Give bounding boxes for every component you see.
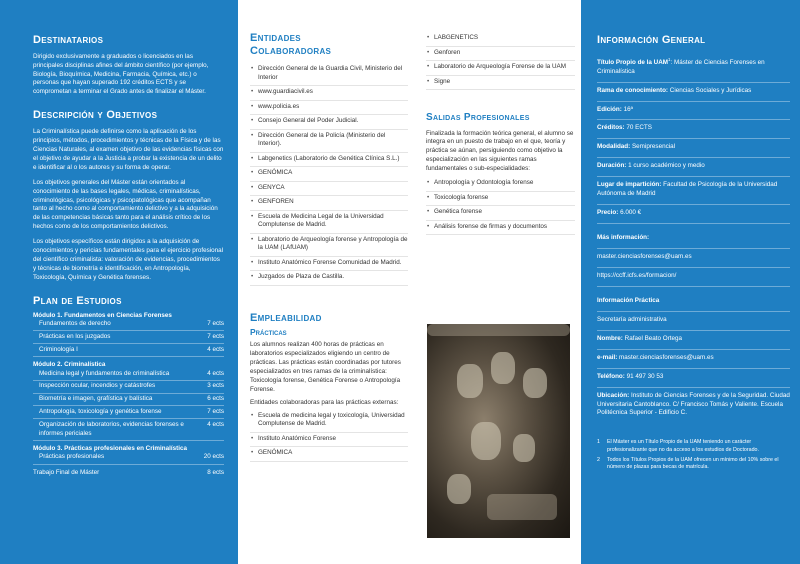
info-label: Teléfono: bbox=[597, 372, 625, 380]
subject-label: Prácticas profesionales bbox=[39, 453, 105, 461]
info-value: 6.000 € bbox=[618, 209, 642, 217]
empleabilidad-heading: Empleabilidad bbox=[250, 311, 322, 324]
list-item: • GENÓMICA bbox=[250, 447, 408, 462]
list-item: • Juzgados de Plaza de Castilla. bbox=[250, 271, 408, 286]
info-ubicacion bbox=[597, 388, 790, 424]
salidas-list bbox=[426, 177, 575, 235]
plan-row bbox=[33, 419, 224, 441]
info-label: Rama de conocimiento: bbox=[597, 86, 669, 94]
list-item: • Escuela de Medicina Legal de la Universidad Complutense de Madrid. bbox=[250, 211, 408, 234]
subject-ects: 3 ects bbox=[207, 382, 224, 390]
subject-label: Trabajo Final de Máster bbox=[33, 469, 100, 477]
list-item: • Signe bbox=[426, 76, 575, 91]
list-item: • Instituto Anatómico Forense Comunidad de Madrid. bbox=[250, 257, 408, 272]
list-item: • Instituto Anatómico Forense bbox=[250, 433, 408, 448]
web-link[interactable]: https://ccff.icfs.es/formacion/ bbox=[597, 271, 677, 279]
info-label: Más información: bbox=[597, 234, 650, 242]
info-label: Título Propio de la UAM bbox=[597, 58, 669, 66]
plan-row bbox=[33, 319, 224, 332]
entidades-panel bbox=[238, 0, 416, 564]
list-item: • LABGENETICS bbox=[426, 32, 575, 47]
info-value: : Máster de Ciencias Forenses en Criminalística bbox=[597, 58, 765, 75]
practicas-list bbox=[250, 410, 408, 462]
list-item: • Toxicología forense bbox=[426, 192, 575, 207]
footnote-ref: 1 bbox=[668, 56, 671, 62]
info-label: Precio: bbox=[597, 209, 619, 217]
subject-label: Medicina legal y fundamentos de criminalística bbox=[39, 369, 170, 377]
info-label: Modalidad: bbox=[597, 143, 631, 151]
general-heading: Información General bbox=[597, 34, 706, 46]
info-edicion bbox=[597, 102, 790, 121]
footnote-number: 1 bbox=[597, 439, 600, 446]
list-item: • Genética forense bbox=[426, 206, 575, 221]
list-item: • Análisis forense de firmas y documentos bbox=[426, 221, 575, 236]
info-value: Instituto de Ciencias Forenses y de la Seguridad. Ciudad Universitaria Cantoblanco. C/ Francisco Tomás y Valiente. Escuela Politécnica Superior - Edificio C. bbox=[597, 391, 790, 417]
info-nombre bbox=[597, 331, 790, 350]
email-link[interactable]: master.cienciasforenses@uam.es bbox=[597, 253, 692, 261]
subject-ects: 7 ects bbox=[207, 320, 224, 328]
subject-ects: 4 ects bbox=[207, 420, 224, 428]
info-mas bbox=[597, 230, 790, 249]
info-value: 91 497 30 53 bbox=[624, 372, 664, 380]
entidades-heading-line2: Colaboradoras bbox=[250, 44, 332, 57]
plan-row bbox=[33, 452, 224, 465]
footnote-number: 2 bbox=[597, 456, 600, 463]
info-label: Nombre: bbox=[597, 334, 623, 342]
plan-module-1: Módulo 1. Fundamentos en Ciencias Forenses bbox=[33, 311, 172, 319]
footnote-text: El Máster es un Título Propio de la UAM teniendo un carácter profesionalizante que no da acceso a los estudios de Doctorado. bbox=[607, 439, 759, 453]
info-value[interactable]: master.cienciasforenses@uam.es bbox=[617, 353, 714, 361]
destinatarios-text: Dirigido exclusivamente a graduados o licenciados en las principales disciplinas afines del ámbito científico (por ejemplo, Biología, Bioquímica, Medicina, Farmacia, Química, etc.) o personas que hayan superado 192 créditos ECTS y se comprometan a terminar el Grado antes de finalizar el Máster. bbox=[33, 52, 209, 96]
plan-heading: Plan de Estudios bbox=[33, 294, 122, 307]
subject-ects: 8 ects bbox=[207, 469, 224, 477]
info-precio bbox=[597, 205, 790, 224]
descripcion-p3: Los objetivos específicos están dirigidos a la adquisición de conocimientos y pericias fundamentales para el ejercicio profesional del científico criminalista: valoración de evidencias, procedimientos y técnicas de biometría e identificación, en Antropología, Toxicología, Química y Genética forenses. bbox=[33, 238, 224, 282]
list-item: • www.policia.es bbox=[250, 101, 408, 116]
subject-label: Prácticas en los juzgados bbox=[39, 332, 111, 340]
list-item: • GENÓMICA bbox=[250, 167, 408, 182]
entidades-heading-line1: Entidades bbox=[250, 32, 301, 44]
subject-ects: 4 ects bbox=[207, 345, 224, 353]
info-value: Secretaría administrativa bbox=[597, 315, 667, 323]
subject-ects: 7 ects bbox=[207, 332, 224, 340]
subject-ects: 4 ects bbox=[207, 369, 224, 377]
plan-row bbox=[33, 331, 224, 344]
salidas-heading: Salidas Profesionales bbox=[426, 112, 530, 123]
info-duracion bbox=[597, 158, 790, 177]
practicas-list-continued bbox=[426, 32, 575, 90]
info-creditos bbox=[597, 120, 790, 139]
subject-label: Fundamentos de derecho bbox=[39, 320, 111, 328]
info-telefono bbox=[597, 369, 790, 388]
info-titulo bbox=[597, 53, 790, 83]
info-email-link[interactable] bbox=[597, 249, 790, 268]
subject-label: Antropología, toxicología y genética forense bbox=[39, 407, 162, 415]
list-item: • Labgenetics (Laboratorio de Genética Clínica S.L.) bbox=[250, 153, 408, 168]
info-label: Información Práctica bbox=[597, 296, 660, 304]
info-label: Ubicación: bbox=[597, 391, 630, 399]
list-item: • www.guardiacivil.es bbox=[250, 86, 408, 101]
plan-row bbox=[33, 406, 224, 419]
info-rama bbox=[597, 83, 790, 102]
descripcion-p2: Los objetivos generales del Máster están orientados al conocimiento de las bases legales, médicas, criminalísticas, criminológicas, psicológicas y psicopatológicas que acompañan tanto al hecho como al comportamiento delictivo y a la adquisición de las competencias básicas tanto para el análisis crítico de los hechos como de los comportamientos delictivos. bbox=[33, 178, 218, 231]
practicas-entidades-intro: Entidades colaboradoras para las prácticas externas: bbox=[250, 399, 399, 407]
info-label: e-mail: bbox=[597, 353, 618, 361]
footnote-text: Todos los Títulos Propios de la UAM ofrecen un mínimo del 10% sobre el número de plazas para becas de matrícula. bbox=[607, 456, 779, 470]
list-item: • Laboratorio de Arqueología Forense de la UAM bbox=[426, 61, 575, 76]
info-practica bbox=[597, 293, 790, 312]
info-value: Facultad de Psicología de la Universidad Autónoma de Madrid bbox=[597, 181, 778, 198]
entidades-list bbox=[250, 63, 408, 286]
info-modalidad bbox=[597, 139, 790, 158]
salidas-text: Finalizada la formación teórica general, el alumno se integra en un puesto de trabajo en el que, teoría y práctica se aúnan, persiguiendo como objetivo la especialización en las siguientes ramas fundamentales o sub-especialidades: bbox=[426, 129, 574, 173]
list-item: • Antropología y Odontología forense bbox=[426, 177, 575, 192]
footnotes bbox=[597, 439, 790, 471]
subject-label: Inspección ocular, incendios y catástrofes bbox=[39, 382, 156, 390]
info-value: 1 curso académico y medio bbox=[626, 162, 705, 170]
info-lugar bbox=[597, 177, 790, 205]
list-item: • Laboratorio de Arqueología forense y Antropología de la UAM (LAfUAM) bbox=[250, 234, 408, 257]
info-label: Edición: bbox=[597, 105, 622, 113]
subject-ects: 20 ects bbox=[203, 453, 224, 461]
subject-label: Biometría e imagen, grafística y balística bbox=[39, 395, 153, 403]
left-panel bbox=[0, 0, 238, 564]
practicas-heading: Prácticas bbox=[250, 327, 287, 338]
practicas-text: Los alumnos realizan 400 horas de prácticas en laboratorios especializados eligiendo un centro de prácticas. Las prácticas están coordinadas por tutores especializados en tres ramas de la criminalística: Toxicología forense, Genética Forense o Antropología Forense. bbox=[250, 341, 401, 394]
list-item: • Dirección General de la Policía (Ministerio del Interior). bbox=[250, 130, 408, 153]
entidades-heading bbox=[250, 32, 408, 57]
subject-ects: 7 ects bbox=[207, 407, 224, 415]
list-item: • GENYCA bbox=[250, 182, 408, 197]
info-label: Duración: bbox=[597, 162, 627, 170]
descripcion-heading: Descripción y Objetivos bbox=[33, 109, 158, 122]
plan-row-final bbox=[33, 468, 224, 480]
list-item: • Genforen bbox=[426, 47, 575, 62]
info-value: Semipresencial bbox=[630, 143, 676, 151]
subject-label: Organización de laboratorios, evidencias forenses e informes periciales bbox=[39, 420, 184, 437]
descripcion-p1: La Criminalística puede definirse como la aplicación de los principios, métodos, procedimientos y técnicas de la Física y de las Ciencias Naturales, al examen objetivo de las evidencias físicas con el objetivo de ayudar a la Justicia a probar la existencia de un delito e identificar al o los autores y su forma de operar. bbox=[33, 127, 224, 171]
destinatarios-heading: Destinatarios bbox=[33, 34, 104, 46]
info-label: Créditos: bbox=[597, 124, 625, 132]
plan-table bbox=[33, 312, 224, 480]
list-item: • Dirección General de la Guardia Civil, Ministerio del Interior bbox=[250, 63, 408, 86]
plan-row bbox=[33, 381, 224, 394]
info-label: Lugar de impartición: bbox=[597, 181, 662, 189]
subject-ects: 6 ects bbox=[207, 395, 224, 403]
info-value: 70 ECTS bbox=[624, 124, 652, 132]
info-panel bbox=[581, 0, 800, 564]
info-secretaria bbox=[597, 312, 790, 331]
info-value: 16ª bbox=[621, 105, 633, 113]
plan-module-3: Módulo 3. Prácticas profesionales en Criminalística bbox=[33, 444, 187, 452]
info-email bbox=[597, 350, 790, 369]
list-item: • Escuela de medicina legal y toxicología, Universidad Complutense de Madrid. bbox=[250, 410, 408, 433]
footnote bbox=[597, 439, 790, 453]
footnote bbox=[597, 457, 790, 471]
fingerprint-photo bbox=[427, 324, 570, 538]
plan-row bbox=[33, 394, 224, 407]
plan-row bbox=[33, 368, 224, 381]
list-item: • Consejo General del Poder Judicial. bbox=[250, 115, 408, 130]
info-value: Ciencias Sociales y Jurídicas bbox=[668, 86, 752, 94]
info-value: Rafael Beato Ortega bbox=[622, 334, 683, 342]
plan-module-2: Módulo 2. Criminalística bbox=[33, 361, 106, 369]
plan-row bbox=[33, 344, 224, 357]
subject-label: Criminología I bbox=[39, 345, 78, 353]
list-item: • GENFOREN bbox=[250, 196, 408, 211]
info-web-link[interactable] bbox=[597, 268, 790, 287]
